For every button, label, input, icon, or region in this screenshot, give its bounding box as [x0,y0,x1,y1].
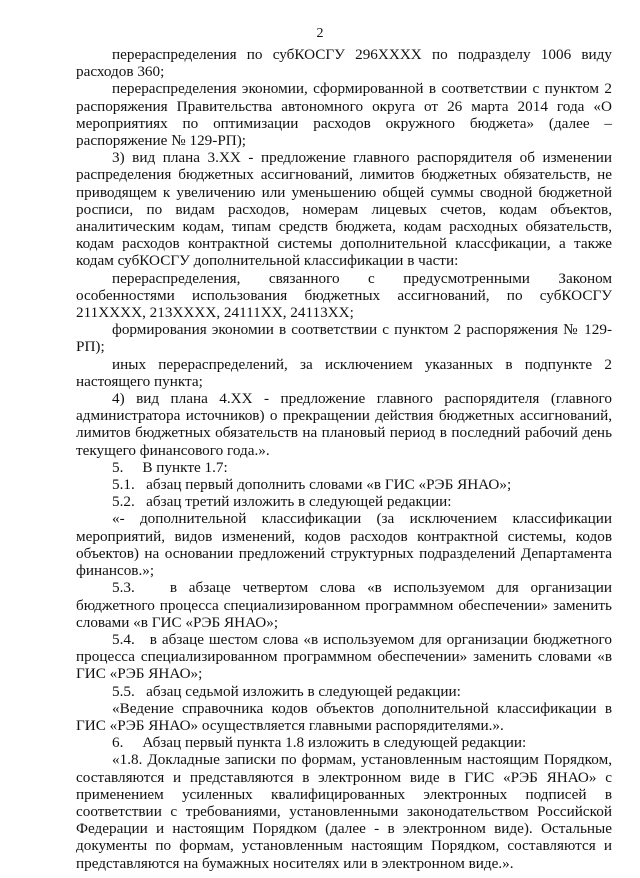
paragraph: иных перераспределений, за исключением указанных в подпункте 2 настоящего пункта; [76,355,612,390]
document-body [76,46,612,872]
paragraph: «Ведение справочника кодов объектов дополнительной классификации в ГИС «РЭБ ЯНАО» осуществляется главными распорядителями.». [76,699,612,734]
paragraph: 5.1. абзац первый дополнить словами «в ГИС «РЭБ ЯНАО»; [112,476,512,494]
paragraph: перераспределения, связанного с предусмотренными Законом особенностями использования бюджетных ассигнований, по субКОСГУ 211XXXX, 213XXXX, 24111XX, 24113XX; [76,269,612,322]
paragraph: 4) вид плана 4.ХХ - предложение главного распорядителя (главного администратора источников) о прекращении действия бюджетных ассигнований, лимитов бюджетных обязательств на плановый период в последний рабочий день текущего финансового года.». [76,390,612,459]
paragraph: перераспределения экономии, сформированной в соответствии с пунктом 2 распоряжения Правительства автономного округа от 26 марта 2014 года «О мероприятиях по оптимизации расходов окружного бюджета» (далее – распоряжение № 129-РП); [76,80,612,150]
paragraph: 5. В пункте 1.7: [112,458,228,476]
paragraph: формирования экономии в соответствии с пунктом 2 распоряжения № 129-РП); [76,321,612,356]
page-number: 2 [316,26,324,41]
paragraph: «1.8. Докладные записки по формам, установленным настоящим Порядком, составляются и представляются в электронном виде в ГИС «РЭБ ЯНАО» с применением усиленных квалифицированных электронных подписей в соответствии с требованиями, установленными законодательством Российской Федерации и настоящим Порядком (далее - в электронном виде). Остальные документы по формам, установленным настоящим Порядком, составляются и представляются на бумажных носителях или в электронном виде.». [76,751,612,872]
paragraph: 5.3. в абзаце четвертом слова «в используемом для организации бюджетного процесса специализированном программном обеспечении» заменить словами «в ГИС «РЭБ ЯНАО»; [76,579,612,631]
paragraph: «- дополнительной классификации (за исключением классификации мероприятий, видов изменений, кодов расходов контрактной системы, кодов объектов) на основании предложений структурных подразделений Департамента финансов.»; [76,510,612,580]
paragraph: 3) вид плана 3.ХХ - предложение главного распорядителя об изменении распределения бюджетных ассигнований, лимитов бюджетных обязательств, не приводящем к увеличению или уменьшению общей суммы сводной бюджетной росписи, по видам расходов, номерам лицевых счетов, кодам объектов, аналитическим кодам, типам средств бюджета, кодам расходных обязательств, кодам расходов контрактной системы дополнительной классфикации, а также кодам субКОСГУ дополнительной классификации в части: [76,149,612,270]
paragraph: перераспределения по субКОСГУ 296XXXX по подразделу 1006 виду расходов 360; [76,46,612,81]
paragraph: 6. Абзац первый пункта 1.8 изложить в следующей редакции: [112,734,527,752]
paragraph: 5.4. в абзаце шестом слова «в используемом для организации бюджетного процесса специализированном программном обеспечении» заменить словами «в ГИС «РЭБ ЯНАО»; [76,630,612,683]
paragraph: 5.5. абзац седьмой изложить в следующей редакции: [112,682,461,700]
paragraph: 5.2. абзац третий изложить в следующей редакции: [112,493,452,511]
